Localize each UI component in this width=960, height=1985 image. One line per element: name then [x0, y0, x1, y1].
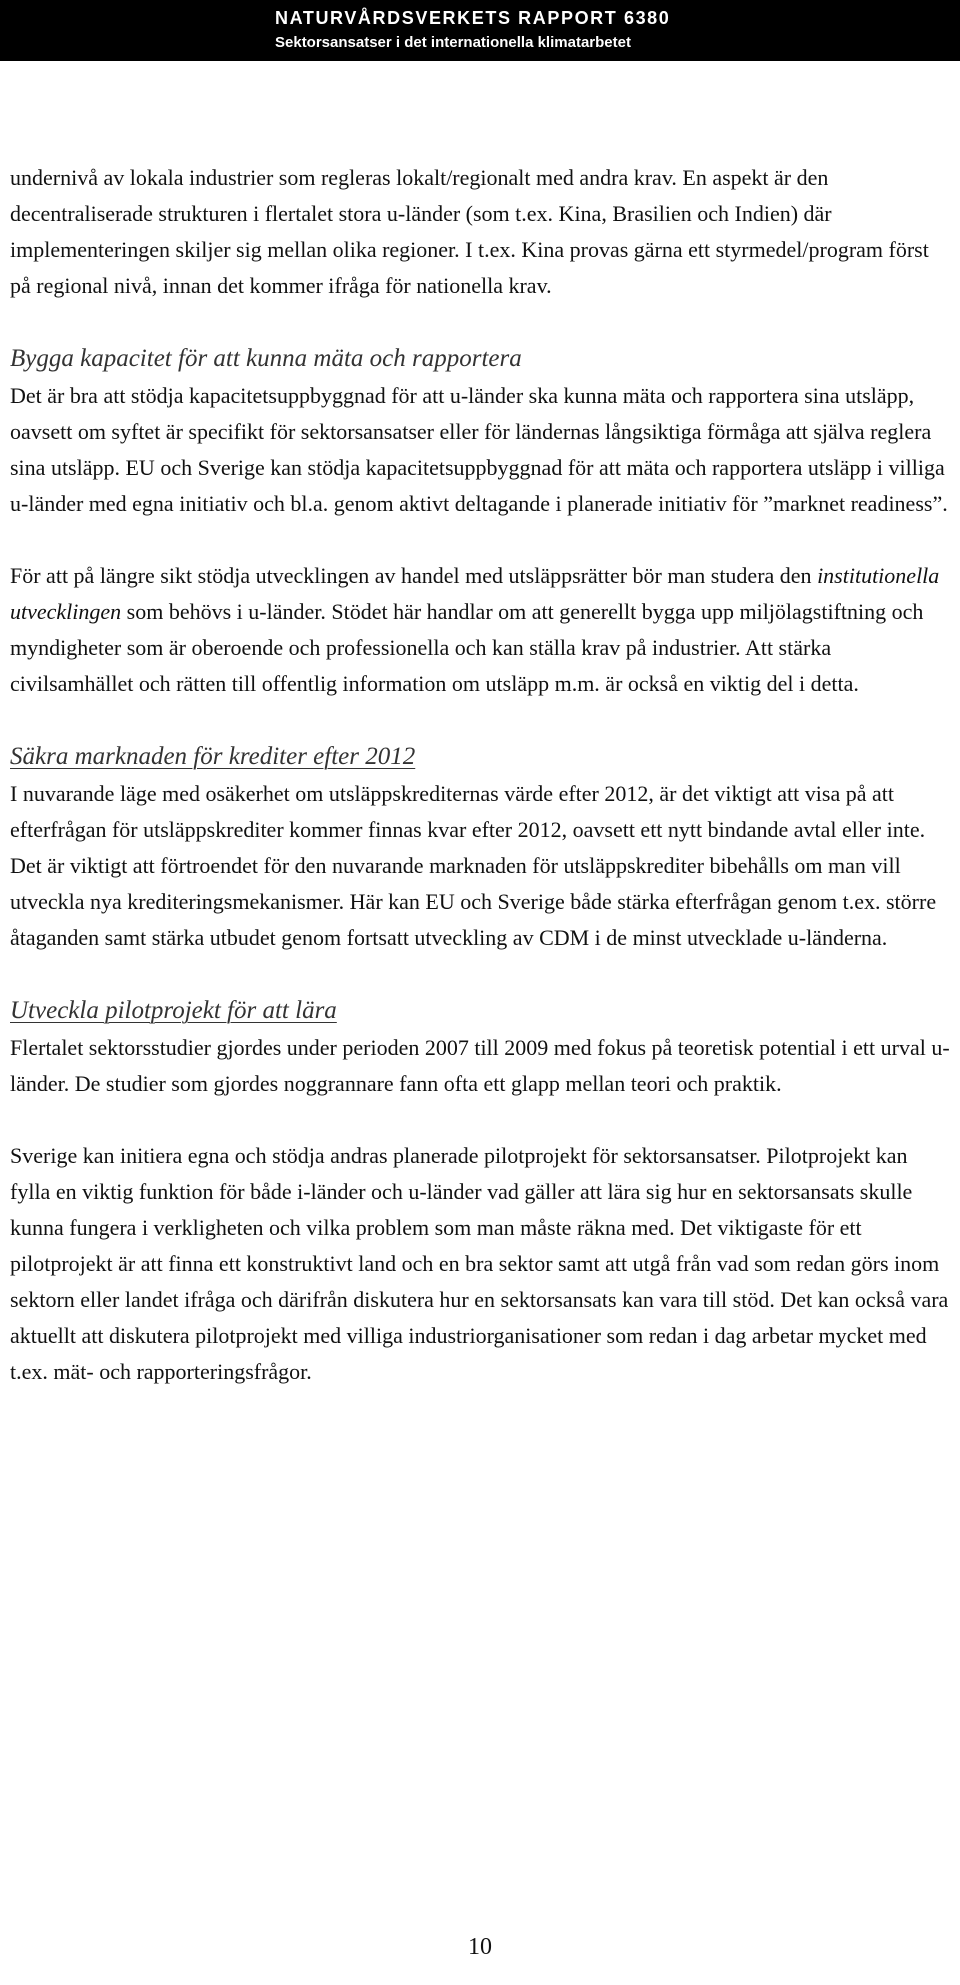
- page-body: [10, 160, 950, 1390]
- heading-utveckla-pilotprojekt: Utveckla pilotprojekt för att lära: [10, 997, 337, 1024]
- paragraph-institutionell-start: För att på längre sikt stödja utvecklingen av handel med utsläppsrätter bör man studera den: [10, 563, 818, 588]
- heading-bygga-kapacitet: Bygga kapacitet för att kunna mäta och rapportera: [10, 345, 522, 372]
- emphasis-institutionella-utvecklingen: institutionella utvecklingen: [10, 563, 940, 624]
- report-header: [0, 0, 960, 61]
- report-title: NATURVÅRDSVERKETS RAPPORT 6380: [275, 8, 671, 28]
- paragraph-pilotprojekt: Sverige kan initiera egna och stödja andras planerade pilotprojekt för sektorsansatser. Pilotprojekt kan fylla en viktig funktion för både i-länder och u-länder vad gäller att lära sig hur en sektorsansats skulle kunna fungera i verkligheten och vilka problem som man måste räkna med. Det viktigaste för ett pilotprojekt är att finna ett konstruktivt land och en bra sektor samt att utgå från vad som redan görs inom sektorn eller landet ifråga och därifrån diskutera hur en sektorsansats kan vara till stöd. Det kan också vara aktuellt att diskutera pilotprojekt med villiga industriorganisationer som redan i dag arbetar mycket med t.ex. mät- och rapporteringsfrågor.: [10, 1143, 949, 1384]
- page-number: 10: [468, 1934, 492, 1960]
- paragraph-marknaden: I nuvarande läge med osäkerhet om utsläppskrediternas värde efter 2012, är det viktigt att visa på att efterfrågan för utsläppskrediter kommer finnas kvar efter 2012, oavsett ett nytt bindande avtal eller inte. Det är viktigt att förtroendet för den nuvarande marknaden för utsläppskrediter bibehålls om man vill utveckla nya krediteringsmekanismer. Här kan EU och Sverige både stärka efterfrågan genom t.ex. större åtaganden samt stärka utbudet genom fortsatt utveckling av CDM i de minst utvecklade u-länderna.: [10, 781, 937, 950]
- paragraph-institutionell-end: som behövs i u-länder. Stödet här handlar om att generellt bygga upp miljölagstiftning och myndigheter som är oberoende och professionella och kan ställa krav på industrier. Att stärka civilsamhället och rätten till offentlig information om utsläpp m.m. är också en viktig del i detta.: [10, 599, 924, 696]
- report-subtitle: Sektorsansatser i det internationella klimatarbetet: [275, 34, 631, 51]
- paragraph-institutionell: [10, 558, 950, 702]
- paragraph-sektorsstudier: Flertalet sektorsstudier gjordes under perioden 2007 till 2009 med fokus på teoretisk potential i ett urval u-länder. De studier som gjordes noggrannare fann ofta ett glapp mellan teori och praktik.: [10, 1035, 950, 1096]
- heading-sakra-marknaden: Säkra marknaden för krediter efter 2012: [10, 743, 416, 770]
- paragraph-kapacitet: Det är bra att stödja kapacitetsuppbyggnad för att u-länder ska kunna mäta och rapportera sina utsläpp, oavsett om syftet är specifikt för sektorsansatser eller för ländernas långsiktiga förmåga att själva reglera sina utsläpp. EU och Sverige kan stödja kapacitetsuppbyggnad för att mäta och rapportera utsläpp i villiga u-länder med egna initiativ och bl.a. genom aktivt deltagande i planerade initiativ för ”marknet readiness”.: [10, 383, 948, 516]
- paragraph-intro: undernivå av lokala industrier som regleras lokalt/regionalt med andra krav. En aspekt är den decentraliserade strukturen i flertalet stora u-länder (som t.ex. Kina, Brasilien och Indien) där implementeringen skiljer sig mellan olika regioner. I t.ex. Kina provas gärna ett styrmedel/program först på regional nivå, innan det kommer ifråga för nationella krav.: [10, 165, 929, 298]
